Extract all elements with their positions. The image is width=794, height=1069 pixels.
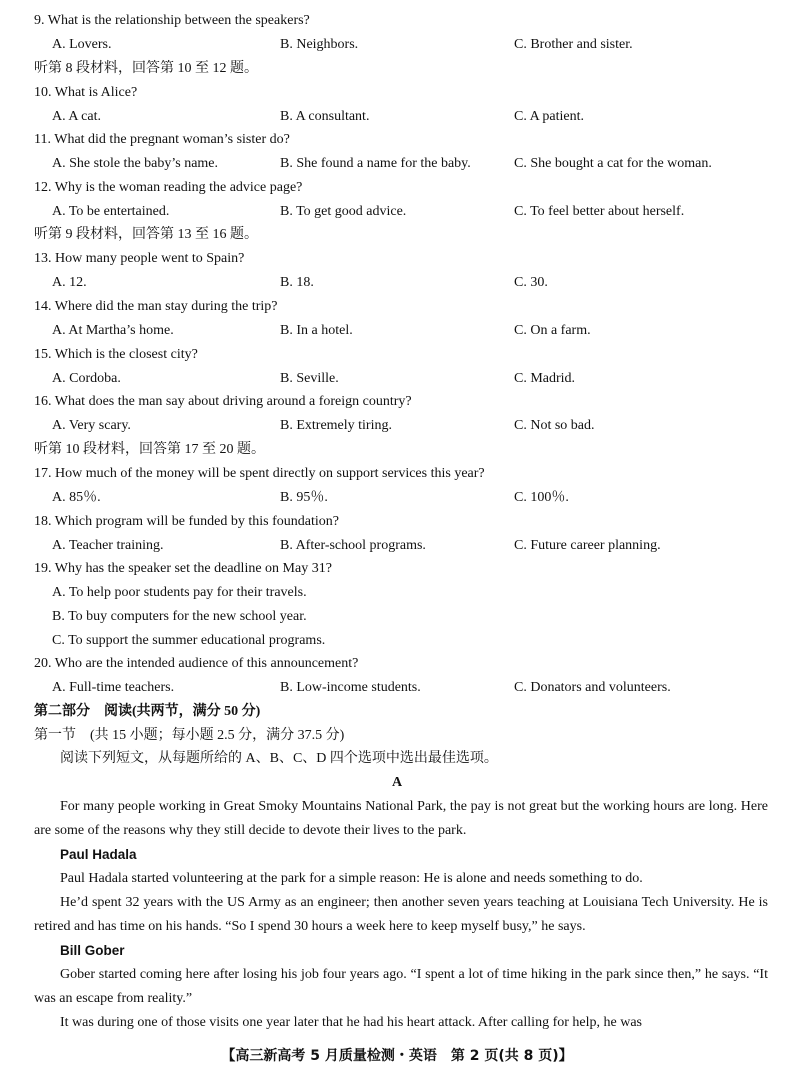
question-20-stem: 20. Who are the intended audience of this announcement? <box>34 656 359 671</box>
option-c: C. To feel better about herself. <box>514 204 685 219</box>
option-a: A. 12. <box>52 275 87 290</box>
question-stem: 16. What does the man say about driving around a foreign country? <box>34 394 412 409</box>
question-options <box>0 322 794 340</box>
question-options <box>0 417 794 435</box>
option-a: A. Teacher training. <box>52 538 164 553</box>
option-c: C. 100％. <box>514 490 569 505</box>
option-c: C. Not so bad. <box>514 418 595 433</box>
question-19-option-a: A. To help poor students pay for their travels. <box>52 585 307 600</box>
listening-section-instruction: 听第 9 段材料，回答第 13 至 16 题。 <box>34 227 258 242</box>
passage-label: A <box>391 775 403 790</box>
option-a: A. Very scary. <box>52 418 131 433</box>
question-stem: 10. What is Alice? <box>34 85 138 100</box>
passage-intro: For many people working in Great Smoky Mountains National Park, the pay is not great but the working hours are long. Here are some of the reasons why they still decide to devote their lives to the park. <box>34 799 768 838</box>
question-stem: 17. How much of the money will be spent directly on support services this year? <box>34 466 485 481</box>
question-options <box>0 155 794 173</box>
reading-instruction: 阅读下列短文，从每题所给的 A、B、C、D 四个选项中选出最佳选项。 <box>60 751 498 766</box>
question-stem: 13. How many people went to Spain? <box>34 251 245 266</box>
option-a: A. Lovers. <box>52 37 112 52</box>
person-name-bill-gober: Bill Gober <box>60 943 125 958</box>
question-options <box>0 489 794 507</box>
question-20-option-b: B. Low-income students. <box>280 680 421 695</box>
question-19-stem: 19. Why has the speaker set the deadline on May 31? <box>34 561 332 576</box>
question-stem: 15. Which is the closest city? <box>34 347 198 362</box>
option-b: B. She found a name for the baby. <box>280 156 471 171</box>
option-c: C. Brother and sister. <box>514 37 633 52</box>
question-stem: 14. Where did the man stay during the trip? <box>34 299 278 314</box>
option-a: A. Cordoba. <box>52 371 121 386</box>
option-b: B. Extremely tiring. <box>280 418 392 433</box>
question-options <box>0 274 794 292</box>
question-19-option-b: B. To buy computers for the new school year. <box>52 609 307 624</box>
option-c: C. Madrid. <box>514 371 576 386</box>
passage-paragraph-1: Paul Hadala started volunteering at the park for a simple reason: He is alone and needs something to do. <box>60 871 643 886</box>
option-a: A. To be entertained. <box>52 204 170 219</box>
question-20-option-c: C. Donators and volunteers. <box>514 680 671 695</box>
option-c: C. 30. <box>514 275 548 290</box>
question-options <box>0 36 794 54</box>
person-name-paul-hadala: Paul Hadala <box>60 847 137 862</box>
listening-section-instruction: 听第 8 段材料，回答第 10 至 12 题。 <box>34 61 258 76</box>
question-options <box>0 108 794 126</box>
option-b: B. Neighbors. <box>280 37 359 52</box>
option-b: B. After-school programs. <box>280 538 426 553</box>
option-c: C. A patient. <box>514 109 584 124</box>
part2-heading: 第二部分 阅读(共两节，满分 50 分) <box>34 704 261 719</box>
question-stem: 18. Which program will be funded by this foundation? <box>34 514 339 529</box>
option-c: C. Future career planning. <box>514 538 661 553</box>
option-c: C. On a farm. <box>514 323 591 338</box>
passage-paragraph-3: Gober started coming here after losing his job four years ago. “I spent a lot of time hiking in the park since then,” he says. “It was an escape from reality.” <box>34 967 768 1006</box>
option-c: C. She bought a cat for the woman. <box>514 156 712 171</box>
option-b: B. 95％. <box>280 490 328 505</box>
option-b: B. In a hotel. <box>280 323 353 338</box>
option-b: B. To get good advice. <box>280 204 407 219</box>
question-stem: 12. Why is the woman reading the advice page? <box>34 180 303 195</box>
option-b: B. Seville. <box>280 371 339 386</box>
question-20-option-a: A. Full-time teachers. <box>52 680 175 695</box>
option-a: A. She stole the baby’s name. <box>52 156 219 171</box>
passage-paragraph-2: He’d spent 32 years with the US Army as an engineer; then another seven years teaching at Louisiana Tech University. He is retired and has time on his hands. “So I spend 30 hours a week here to keep myself busy,” he says. <box>34 895 768 934</box>
question-options <box>0 370 794 388</box>
option-b: B. A consultant. <box>280 109 370 124</box>
question-19-option-c: C. To support the summer educational programs. <box>52 633 326 648</box>
question-20-options <box>0 679 794 697</box>
question-stem: 9. What is the relationship between the speakers? <box>34 13 310 28</box>
question-options <box>0 537 794 555</box>
option-a: A. At Martha’s home. <box>52 323 174 338</box>
option-a: A. 85％. <box>52 490 101 505</box>
question-options <box>0 203 794 221</box>
option-a: A. A cat. <box>52 109 101 124</box>
question-stem: 11. What did the pregnant woman’s sister do? <box>34 132 290 147</box>
page-footer: 【高三新高考 5 月质量检测・英语 第 2 页(共 8 页)】 <box>221 1048 573 1064</box>
section1-heading: 第一节 (共 15 小题；每小题 2.5 分，满分 37.5 分) <box>34 728 345 743</box>
option-b: B. 18. <box>280 275 314 290</box>
passage-paragraph-4: It was during one of those visits one year later that he had his heart attack. After calling for help, he was <box>60 1015 642 1030</box>
listening-section-instruction: 听第 10 段材料，回答第 17 至 20 题。 <box>34 442 265 457</box>
